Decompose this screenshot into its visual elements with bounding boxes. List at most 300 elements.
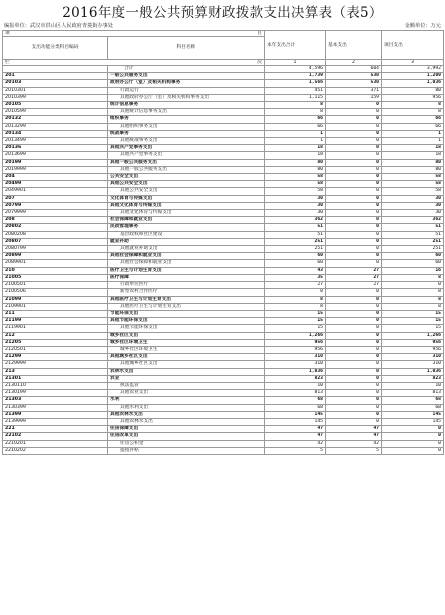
table-row — [3, 246, 444, 253]
name-cell: 城乡社区环境卫生 — [108, 339, 265, 346]
name-cell: 执法监管 — [108, 382, 265, 389]
table-row — [3, 404, 444, 411]
name-cell: 一般公共服务支出 — [108, 73, 265, 80]
code-cell: 2010399 — [3, 94, 108, 101]
project-cell: 813 — [382, 390, 444, 397]
code-cell: 2013699 — [3, 152, 108, 159]
project-cell: 8 — [382, 303, 444, 310]
project-cell: 1,266 — [382, 332, 444, 339]
total-cell: 1,115 — [265, 94, 326, 101]
basic-cell: 0 — [326, 339, 382, 346]
basic-cell: 0 — [326, 246, 382, 253]
basic-cell: 0 — [326, 404, 382, 411]
name-cell: 行政单位医疗 — [108, 282, 265, 289]
name-cell: 其他一般公共服务支出 — [108, 166, 265, 173]
code-cell: 20132 — [3, 116, 108, 123]
table-row — [3, 282, 444, 289]
table-row — [3, 87, 444, 94]
name-cell: 医疗卫生与计划生育支出 — [108, 267, 265, 274]
table-row — [3, 116, 444, 123]
name-cell: 组织事务 — [108, 116, 265, 123]
basic-cell: 0 — [326, 152, 382, 159]
project-cell: 310 — [382, 361, 444, 368]
name-cell: 社会保障和就业支出 — [108, 217, 265, 224]
total-cell: 58 — [265, 188, 326, 195]
table-row — [3, 354, 444, 361]
table-row — [3, 267, 444, 274]
basic-cell: 0 — [326, 325, 382, 332]
table-row — [3, 397, 444, 404]
total-cell: 310 — [265, 354, 326, 361]
table-row — [3, 325, 444, 332]
code-cell: 21399 — [3, 411, 108, 418]
code-cell: 20899 — [3, 253, 108, 260]
basic-cell: 0 — [326, 418, 382, 425]
code-cell: 204 — [3, 174, 108, 181]
code-cell — [3, 66, 108, 73]
table-row — [3, 339, 444, 346]
basic-cell: 0 — [326, 145, 382, 152]
header-project: 项目支出 — [382, 31, 444, 60]
total-cell: 60 — [265, 253, 326, 260]
table-row — [3, 145, 444, 152]
code-cell: 21199 — [3, 318, 108, 325]
project-cell: 251 — [382, 238, 444, 245]
total-cell: 1,036 — [265, 368, 326, 375]
basic-cell: 0 — [326, 382, 382, 389]
total-cell: 310 — [265, 361, 326, 368]
name-cell: 水利 — [108, 397, 265, 404]
header-item-right: 目 — [257, 31, 262, 36]
project-cell: 1 — [382, 130, 444, 137]
name-cell: 合计 — [108, 66, 265, 73]
name-cell: 城乡社区支出 — [108, 332, 265, 339]
basic-cell: 0 — [326, 354, 382, 361]
total-cell: 1 — [265, 130, 326, 137]
project-cell: 8 — [382, 109, 444, 116]
header-index-1: 1 — [265, 60, 326, 66]
name-cell: 住房公积金 — [108, 440, 265, 447]
total-cell: 145 — [265, 418, 326, 425]
basic-cell: 42 — [326, 440, 382, 447]
project-cell: 823 — [382, 375, 444, 382]
table-row — [3, 390, 444, 397]
total-cell: 15 — [265, 310, 326, 317]
project-cell: 68 — [382, 404, 444, 411]
code-cell: 213 — [3, 368, 108, 375]
name-cell: 统计信息事务 — [108, 102, 265, 109]
code-cell: 20105 — [3, 102, 108, 109]
code-cell: 2129999 — [3, 361, 108, 368]
code-cell: 207 — [3, 195, 108, 202]
table-body — [3, 66, 444, 455]
basic-cell: 0 — [326, 109, 382, 116]
name-cell: 其他农林水支出 — [108, 418, 265, 425]
project-cell: 3,992 — [382, 66, 444, 73]
name-cell: 城乡社区环境卫生 — [108, 346, 265, 353]
code-cell: 20199 — [3, 159, 108, 166]
basic-cell: 27 — [326, 267, 382, 274]
header-basic: 基本支出 — [326, 31, 382, 60]
project-cell: 8 — [382, 102, 444, 109]
table-row — [3, 210, 444, 217]
project-cell: 145 — [382, 418, 444, 425]
project-cell: 18 — [382, 152, 444, 159]
code-cell: 22102 — [3, 433, 108, 440]
table-row — [3, 231, 444, 238]
code-cell: 2010301 — [3, 87, 108, 94]
total-cell: 27 — [265, 282, 326, 289]
name-cell: 农业 — [108, 375, 265, 382]
project-cell: 15 — [382, 325, 444, 332]
basic-cell: 27 — [326, 282, 382, 289]
total-cell: 956 — [265, 346, 326, 353]
basic-cell: 0 — [326, 116, 382, 123]
table-row — [3, 217, 444, 224]
basic-cell: 0 — [326, 260, 382, 267]
table-row — [3, 73, 444, 80]
basic-cell: 0 — [326, 253, 382, 260]
code-cell: 2019999 — [3, 166, 108, 173]
name-cell: 其他城乡社区支出 — [108, 354, 265, 361]
basic-cell: 371 — [326, 87, 382, 94]
total-cell: 66 — [265, 123, 326, 130]
name-cell: 住房保障支出 — [108, 426, 265, 433]
name-cell: 其他一般公共服务支出 — [108, 159, 265, 166]
name-cell: 其他统战事务支出 — [108, 138, 265, 145]
table-row — [3, 433, 444, 440]
code-cell: 2119901 — [3, 325, 108, 332]
total-cell: 47 — [265, 426, 326, 433]
total-cell: 15 — [265, 325, 326, 332]
code-cell: 20802 — [3, 224, 108, 231]
project-cell: 956 — [382, 339, 444, 346]
total-cell: 68 — [265, 397, 326, 404]
project-cell: 251 — [382, 246, 444, 253]
name-cell: 政府办公厅（室）及相关机构事务 — [108, 80, 265, 87]
basic-cell: 0 — [326, 346, 382, 353]
basic-cell: 0 — [326, 332, 382, 339]
name-cell: 医疗保障 — [108, 274, 265, 281]
project-cell: 1 — [382, 138, 444, 145]
code-cell: 2109901 — [3, 303, 108, 310]
code-cell: 2130399 — [3, 404, 108, 411]
project-cell: 58 — [382, 174, 444, 181]
table-row — [3, 332, 444, 339]
name-cell: 其他城乡社区支出 — [108, 361, 265, 368]
total-cell: 35 — [265, 274, 326, 281]
table-row — [3, 303, 444, 310]
table-row — [3, 195, 444, 202]
basic-cell: 0 — [326, 202, 382, 209]
project-cell: 0 — [382, 426, 444, 433]
total-cell: 30 — [265, 202, 326, 209]
total-cell: 10 — [265, 382, 326, 389]
name-cell: 其他组织事务支出 — [108, 123, 265, 130]
project-cell: 0 — [382, 440, 444, 447]
basic-cell: 0 — [326, 195, 382, 202]
project-cell: 1,036 — [382, 368, 444, 375]
basic-cell: 0 — [326, 159, 382, 166]
code-cell: 21301 — [3, 375, 108, 382]
basic-cell: 0 — [326, 368, 382, 375]
name-cell: 其他水利支出 — [108, 404, 265, 411]
total-cell: 5 — [265, 447, 326, 454]
project-cell: 18 — [382, 145, 444, 152]
total-cell: 30 — [265, 195, 326, 202]
code-cell: 2139999 — [3, 418, 108, 425]
project-cell: 51 — [382, 224, 444, 231]
project-cell: 80 — [382, 87, 444, 94]
name-cell: 就业补助 — [108, 238, 265, 245]
name-cell: 其他农业支出 — [108, 390, 265, 397]
project-cell: 80 — [382, 159, 444, 166]
project-cell: 0 — [382, 447, 444, 454]
project-cell: 310 — [382, 354, 444, 361]
name-cell: 节能环保支出 — [108, 310, 265, 317]
project-cell: 145 — [382, 411, 444, 418]
total-cell: 58 — [265, 181, 326, 188]
name-cell: 公共安全支出 — [108, 174, 265, 181]
project-cell: 15 — [382, 318, 444, 325]
project-cell: 362 — [382, 217, 444, 224]
header-code: 支出功能分类科目编码 — [3, 37, 108, 60]
project-cell: 80 — [382, 166, 444, 173]
basic-cell: 0 — [326, 188, 382, 195]
basic-cell: 0 — [326, 390, 382, 397]
code-cell: 2130199 — [3, 390, 108, 397]
project-cell: 956 — [382, 346, 444, 353]
code-cell: 2080799 — [3, 246, 108, 253]
code-cell: 2210201 — [3, 440, 108, 447]
name-cell: 其他政府办公厅（室）及相关机构事务支出 — [108, 94, 265, 101]
header-index-2: 2 — [326, 60, 382, 66]
table-row — [3, 102, 444, 109]
table-row — [3, 80, 444, 87]
code-cell: 20103 — [3, 80, 108, 87]
table-row — [3, 289, 444, 296]
basic-cell: 0 — [326, 181, 382, 188]
name-cell: 其他共产党事务支出 — [108, 145, 265, 152]
table-row — [3, 310, 444, 317]
table-row — [3, 274, 444, 281]
total-cell: 18 — [265, 145, 326, 152]
basic-cell: 0 — [326, 166, 382, 173]
expenditure-table — [2, 30, 444, 455]
code-cell: 21005 — [3, 274, 108, 281]
table-row — [3, 440, 444, 447]
table-row — [3, 296, 444, 303]
table-row — [3, 166, 444, 173]
name-cell: 其他公共安全支出 — [108, 188, 265, 195]
report-title: 2016年度一般公共预算财政拨款支出决算表（表5） — [62, 5, 383, 21]
basic-cell: 0 — [326, 210, 382, 217]
name-cell: 其他就业补助支出 — [108, 246, 265, 253]
project-cell: 60 — [382, 253, 444, 260]
total-cell: 60 — [265, 260, 326, 267]
header-name: 科目名称 — [108, 37, 265, 60]
total-cell: 18 — [265, 152, 326, 159]
header-index-3: 3 — [382, 60, 444, 66]
total-cell: 362 — [265, 217, 326, 224]
project-cell: 30 — [382, 202, 444, 209]
code-cell: 20136 — [3, 145, 108, 152]
basic-cell: 0 — [326, 303, 382, 310]
table-row — [3, 188, 444, 195]
project-cell: 956 — [382, 94, 444, 101]
basic-cell: 0 — [326, 310, 382, 317]
basic-cell: 0 — [326, 238, 382, 245]
name-cell: 其他文化体育与传媒支出 — [108, 210, 265, 217]
total-cell: 451 — [265, 87, 326, 94]
name-cell: 其他文化体育与传媒支出 — [108, 202, 265, 209]
basic-cell: 159 — [326, 94, 382, 101]
name-cell: 提租补贴 — [108, 447, 265, 454]
basic-cell: 530 — [326, 73, 382, 80]
basic-cell: 47 — [326, 433, 382, 440]
basic-cell: 0 — [326, 224, 382, 231]
code-cell: 2049901 — [3, 188, 108, 195]
basic-cell: 0 — [326, 123, 382, 130]
total-cell: 80 — [265, 159, 326, 166]
table-row — [3, 152, 444, 159]
project-cell: 15 — [382, 310, 444, 317]
code-cell: 20799 — [3, 202, 108, 209]
name-cell: 农林水支出 — [108, 368, 265, 375]
name-cell: 其他节能环保支出 — [108, 325, 265, 332]
basic-cell: 0 — [326, 411, 382, 418]
project-cell: 1,036 — [382, 80, 444, 87]
total-cell: 43 — [265, 267, 326, 274]
basic-cell: 0 — [326, 361, 382, 368]
total-cell: 8 — [265, 289, 326, 296]
table-row — [3, 418, 444, 425]
code-cell: 2010599 — [3, 109, 108, 116]
project-cell: 60 — [382, 260, 444, 267]
total-cell: 251 — [265, 246, 326, 253]
table-row — [3, 426, 444, 433]
total-cell: 51 — [265, 224, 326, 231]
table-row — [3, 368, 444, 375]
name-cell: 其他医疗卫生与计划生育支出 — [108, 296, 265, 303]
table-row — [3, 94, 444, 101]
table-row — [3, 382, 444, 389]
total-cell: 66 — [265, 116, 326, 123]
project-cell: 0 — [382, 433, 444, 440]
name-cell: 其他统计信息事务支出 — [108, 109, 265, 116]
code-cell: 20499 — [3, 181, 108, 188]
basic-cell: 604 — [326, 66, 382, 73]
code-cell: 2210202 — [3, 447, 108, 454]
table-row — [3, 138, 444, 145]
basic-cell: 0 — [326, 130, 382, 137]
code-cell: 212 — [3, 332, 108, 339]
table-row — [3, 109, 444, 116]
code-cell: 208 — [3, 217, 108, 224]
total-cell: 813 — [265, 390, 326, 397]
code-cell: 2013299 — [3, 123, 108, 130]
total-cell: 30 — [265, 210, 326, 217]
name-cell: 民政管理事务 — [108, 224, 265, 231]
code-cell: 21205 — [3, 339, 108, 346]
basic-cell: 27 — [326, 274, 382, 281]
basic-cell: 0 — [326, 102, 382, 109]
amount-unit-label: 金额单位：万元 — [404, 23, 441, 29]
table-row — [3, 447, 444, 454]
total-cell: 251 — [265, 238, 326, 245]
project-cell: 8 — [382, 289, 444, 296]
total-cell: 51 — [265, 231, 326, 238]
table-row — [3, 202, 444, 209]
total-cell: 145 — [265, 411, 326, 418]
total-cell: 8 — [265, 303, 326, 310]
total-cell: 823 — [265, 375, 326, 382]
project-cell: 30 — [382, 195, 444, 202]
table-row — [3, 174, 444, 181]
header-item-left: 项 — [5, 31, 10, 36]
basic-cell: 47 — [326, 426, 382, 433]
project-cell: 1,209 — [382, 73, 444, 80]
header-total: 本年支出合计 — [265, 31, 326, 60]
name-cell: 新型农村合作医疗 — [108, 289, 265, 296]
table-row — [3, 130, 444, 137]
name-cell: 统战事务 — [108, 130, 265, 137]
table-row — [3, 181, 444, 188]
project-cell: 10 — [382, 382, 444, 389]
name-cell: 其他医疗卫生与计划生育支出 — [108, 303, 265, 310]
basic-cell: 5 — [326, 447, 382, 454]
table-header — [3, 31, 444, 66]
basic-cell: 0 — [326, 296, 382, 303]
project-cell: 66 — [382, 123, 444, 130]
name-cell: 住房改革支出 — [108, 433, 265, 440]
table-row — [3, 361, 444, 368]
total-cell: 47 — [265, 433, 326, 440]
project-cell: 8 — [382, 296, 444, 303]
code-cell: 21299 — [3, 354, 108, 361]
project-cell: 58 — [382, 181, 444, 188]
total-cell: 1,739 — [265, 73, 326, 80]
project-cell: 30 — [382, 210, 444, 217]
name-cell: 行政运行 — [108, 87, 265, 94]
table-row — [3, 346, 444, 353]
code-cell: 2100501 — [3, 282, 108, 289]
name-cell: 其他社会保障和就业支出 — [108, 253, 265, 260]
project-cell: 16 — [382, 267, 444, 274]
code-cell: 2089901 — [3, 260, 108, 267]
table-row — [3, 318, 444, 325]
table-row — [3, 238, 444, 245]
table-row — [3, 260, 444, 267]
code-cell: 201 — [3, 73, 108, 80]
code-cell: 211 — [3, 310, 108, 317]
table-row — [3, 159, 444, 166]
total-cell: 956 — [265, 339, 326, 346]
name-cell: 其他共产党事务支出 — [108, 152, 265, 159]
total-cell: 58 — [265, 174, 326, 181]
name-cell: 其他社会保障和就业支出 — [108, 260, 265, 267]
code-cell: 2080208 — [3, 231, 108, 238]
code-cell: 20134 — [3, 130, 108, 137]
project-cell: 68 — [382, 397, 444, 404]
table-row — [3, 123, 444, 130]
total-cell: 4,596 — [265, 66, 326, 73]
total-cell: 1,266 — [265, 332, 326, 339]
project-cell: 0 — [382, 282, 444, 289]
table-row — [3, 224, 444, 231]
name-cell: 基层政权和社区建设 — [108, 231, 265, 238]
name-cell: 其他农林水支出 — [108, 411, 265, 418]
